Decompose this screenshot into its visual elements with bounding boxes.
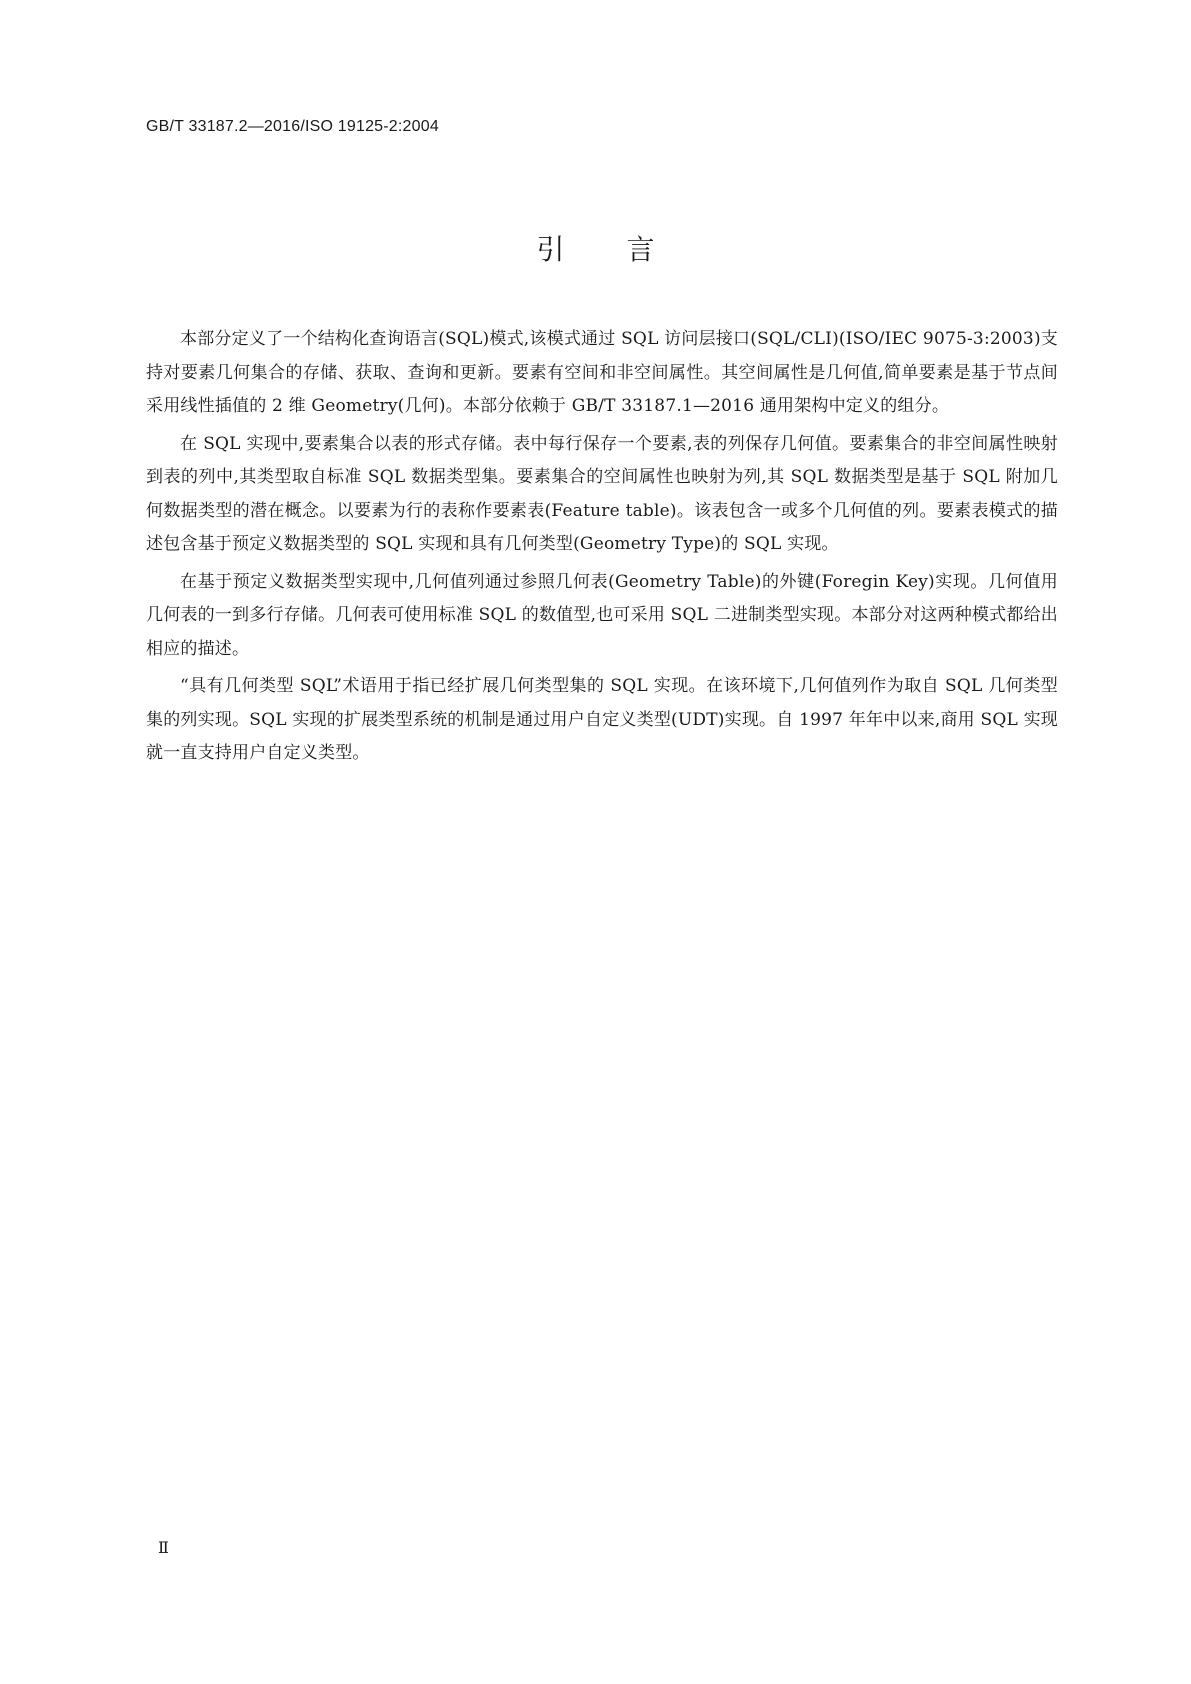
page-number: Ⅱ bbox=[158, 1538, 169, 1557]
paragraph-4: “具有几何类型 SQL”术语用于指已经扩展几何类型集的 SQL 实现。在该环境下,几何值列作为取自 SQL 几何类型集的列实现。SQL 实现的扩展类型系统的机制是通过用户自定义类型(UDT)实现。自 1997 年年中以来,商用 SQL 实现就一直支持用户自定义类型。 bbox=[146, 676, 1058, 763]
paragraph-3: 在基于预定义数据类型实现中,几何值列通过参照几何表(Geometry Table)的外键(Foregin Key)实现。几何值用几何表的一到多行存储。几何表可使用标准 SQL 的数值型,也可采用 SQL 二进制类型实现。本部分对这两种模式都给出相应的描述。 bbox=[146, 571, 1058, 659]
page-title: 引言 bbox=[536, 233, 717, 266]
standard-code-header: GB/T 33187.2—2016/ISO 19125-2:2004 bbox=[146, 118, 439, 135]
body-text bbox=[146, 323, 1058, 775]
paragraph-1: 本部分定义了一个结构化查询语言(SQL)模式,该模式通过 SQL 访问层接口(SQL/CLI)(ISO/IEC 9075-3:2003)支持对要素几何集合的存储、获取、查询和更新。要素有空间和非空间属性。其空间属性是几何值,简单要素是基于节点间采用线性插值的 2 维 Geometry(几何)。本部分依赖于 GB/T 33187.1—2016 通用架构中定义的组分。 bbox=[146, 329, 1058, 416]
paragraph-2: 在 SQL 实现中,要素集合以表的形式存储。表中每行保存一个要素,表的列保存几何值。要素集合的非空间属性映射到表的列中,其类型取自标准 SQL 数据类型集。要素集合的空间属性也映射为列,其 SQL 数据类型是基于 SQL 附加几何数据类型的潜在概念。以要素为行的表称作要素表(Feature table)。该表包含一或多个几何值的列。要素表模式的描述包含基于预定义数据类型的 SQL 实现和具有几何类型(Geometry Type)的 SQL 实现。 bbox=[146, 433, 1058, 554]
